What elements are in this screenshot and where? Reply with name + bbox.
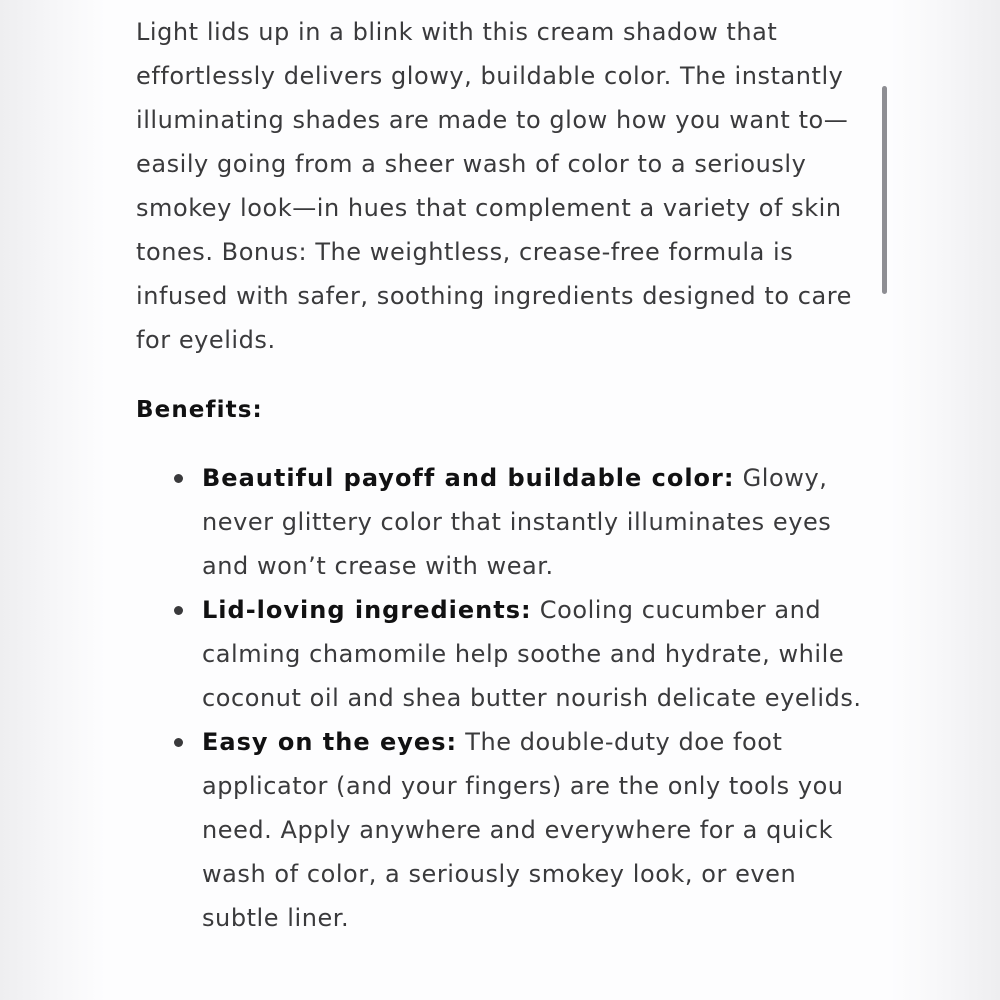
benefit-body: Glowy, never glittery color that instantly illuminates eyes and won’t crease with wear. — [202, 464, 832, 580]
benefit-text — [202, 720, 864, 940]
benefit-item-payoff — [174, 456, 864, 588]
scrollbar-thumb[interactable] — [882, 86, 887, 294]
benefit-item-ingredients — [174, 588, 864, 720]
bullet-icon — [174, 474, 183, 483]
benefit-lead: Beautiful payoff and buildable color: — [202, 464, 735, 492]
description-content — [136, 10, 876, 940]
benefit-lead: Lid-loving ingredients: — [202, 596, 532, 624]
benefits-heading: Benefits: — [136, 397, 263, 423]
benefit-item-easy-on-eyes — [174, 720, 864, 940]
benefit-text — [202, 456, 864, 588]
bullet-icon — [174, 738, 183, 747]
bullet-icon — [174, 606, 183, 615]
description-paragraph: Light lids up in a blink with this cream shadow that effortlessly delivers glowy, buildable color. The instantly illuminating shades are made to glow how you want to—easily going from a sheer wash of color to a seriously smokey look—in hues that complement a variety of skin tones. Bonus: The weightless, crease-free formula is infused with safer, soothing ingredients designed to care for eyelids. — [136, 18, 852, 354]
benefit-text — [202, 588, 864, 720]
benefits-list — [174, 456, 864, 940]
benefit-body: Cooling cucumber and calming chamomile help soothe and hydrate, while coconut oil and shea butter nourish delicate eyelids. — [202, 596, 862, 712]
benefit-body: The double-duty doe foot applicator (and your fingers) are the only tools you need. Apply anywhere and everywhere for a quick wash of color, a seriously smokey look, or even subtle liner. — [202, 728, 844, 932]
benefit-lead: Easy on the eyes: — [202, 728, 458, 756]
